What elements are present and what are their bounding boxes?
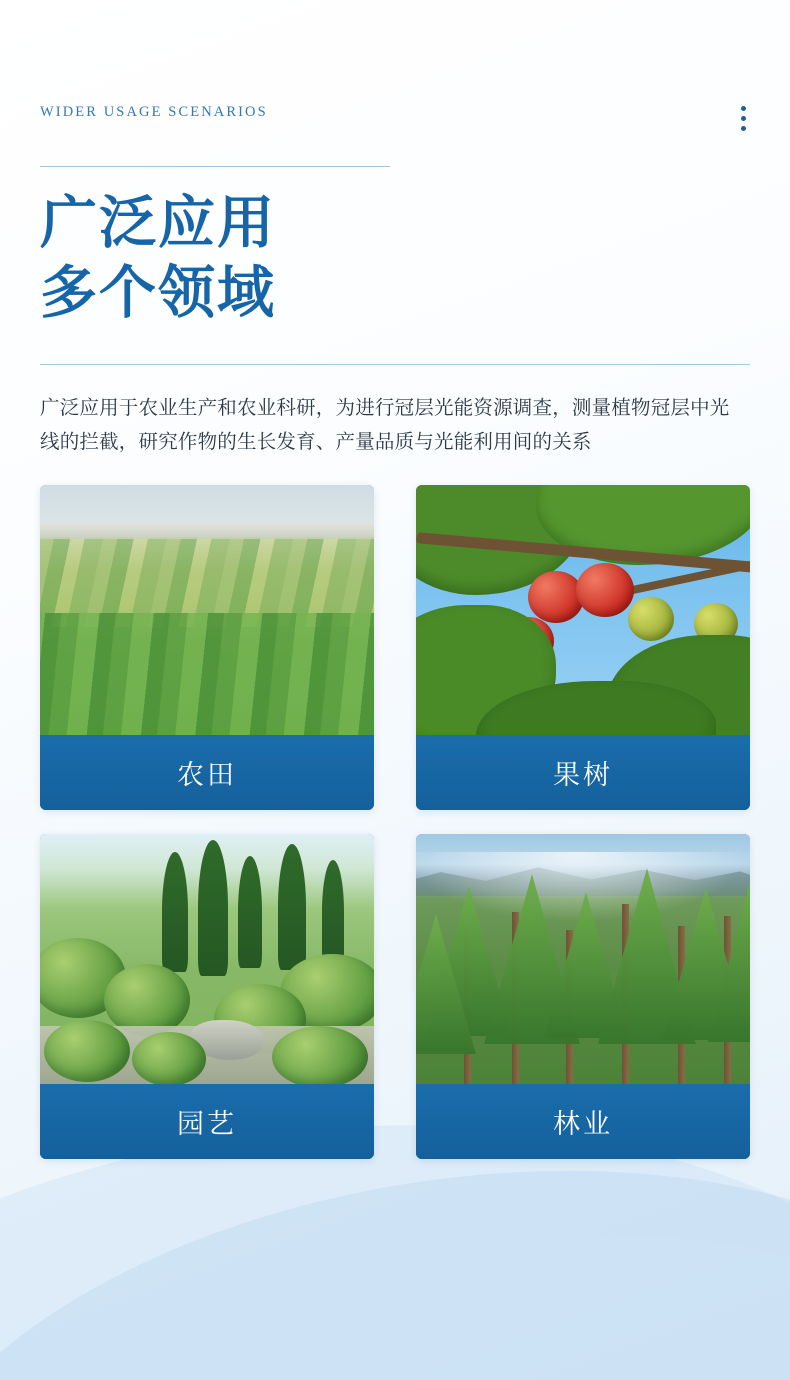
background-swoosh-3 — [43, 1201, 790, 1380]
page-title — [40, 189, 750, 328]
divider-long — [40, 364, 750, 365]
scenario-card-label: 林业 — [416, 1084, 750, 1159]
scenario-card-garden[interactable] — [40, 834, 374, 1159]
scenario-card-label: 果树 — [416, 735, 750, 810]
vertical-dots-icon[interactable] — [741, 104, 746, 131]
eyebrow-text: WIDER USAGE SCENARIOS — [40, 104, 268, 120]
scenario-card-fruit-tree[interactable] — [416, 485, 750, 810]
header-row — [40, 0, 750, 131]
scenario-card-forestry[interactable] — [416, 834, 750, 1159]
page-title-line-2: 多个领域 — [40, 260, 276, 325]
scenario-card-label: 园艺 — [40, 1084, 374, 1159]
farmland-photo — [40, 485, 374, 735]
fruit-tree-photo — [416, 485, 750, 735]
scenario-card-farmland[interactable] — [40, 485, 374, 810]
page-title-line-1: 广泛应用 — [40, 191, 276, 255]
scenario-card-grid — [40, 485, 750, 1159]
forestry-photo — [416, 834, 750, 1084]
divider-short — [40, 166, 390, 167]
scenario-card-label: 农田 — [40, 735, 374, 810]
intro-paragraph: 广泛应用于农业生产和农业科研，为进行冠层光能资源调查，测量植物冠层中光线的拦截，研究作物的生长发育、产量品质与光能利用间的关系 — [40, 397, 730, 453]
garden-photo — [40, 834, 374, 1084]
